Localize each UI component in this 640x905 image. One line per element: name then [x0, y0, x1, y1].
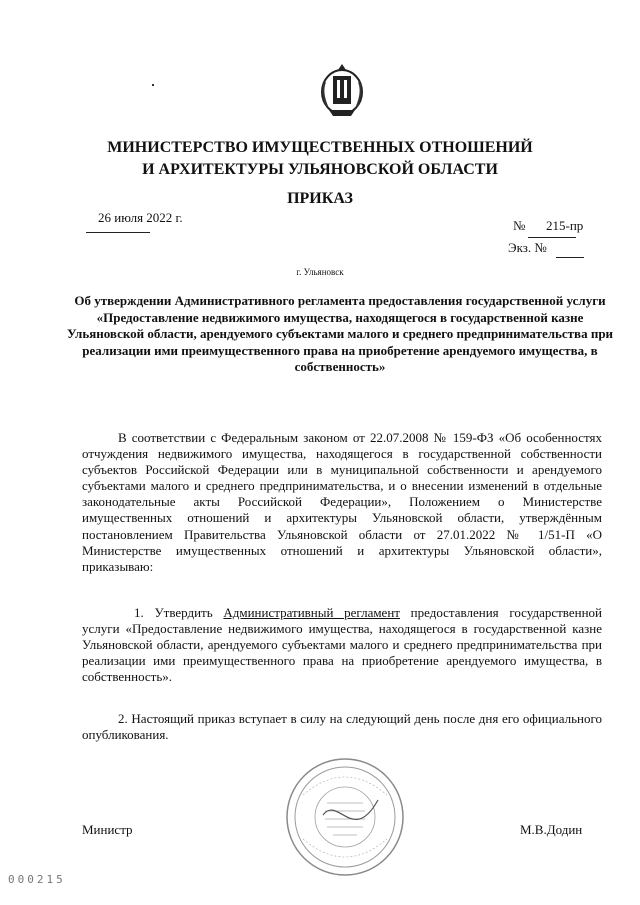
- paragraph-preamble: В соответствии с Федеральным законом от 22.07.2008 № 159-ФЗ «Об особенностях отчуждения недвижимого имущества, находящегося в государственной собственности субъектов Российской Федерации или в муниципальной собственности и арендуемого субъектами малого и среднего предпринимательства, и о внесении изменений в отдельные законодательные акты Российской Федерации», Положением о Министерстве имущественных отношений и архитектуры Ульяновской области, утверждённым постановлением Правительства Ульяновской области от 27.01.2022 № 1/51-П «О Министерстве имущественных отношений и архитектуры Ульяновской области», приказываю:: [82, 430, 602, 574]
- document-type: ПРИКАЗ: [287, 190, 353, 207]
- registry-number: 000215: [8, 873, 66, 886]
- official-stamp: [283, 755, 407, 879]
- city: г. Ульяновск: [296, 267, 344, 277]
- paragraph-item-2: 2. Настоящий приказ вступает в силу на следующий день после дня его официального опубликования.: [82, 711, 602, 743]
- document-number: 215-пр: [546, 218, 584, 233]
- ministry-name-line2: И АРХИТЕКТУРЫ УЛЬЯНОВСКОЙ ОБЛАСТИ: [142, 161, 498, 178]
- scan-speck: [152, 84, 154, 86]
- item-1-text: предоставления государственной услуги «Предоставление недвижимого имущества, находящегося в государственной казне Ульяновской области, арендуемого субъектами малого и среднего предпринимательства при реализации ими преимущественного права на приобретение арендуемого имущества, в собственность».: [82, 605, 603, 685]
- date-underline: [86, 232, 150, 233]
- document-date: 26 июля 2022 г.: [98, 210, 183, 225]
- regulation-link[interactable]: Административный регламент: [223, 605, 400, 620]
- number-label: №: [513, 218, 526, 233]
- number-underline: [528, 237, 576, 238]
- coat-of-arms-icon: [319, 62, 365, 120]
- copy-number-label: Экз. №: [508, 240, 547, 255]
- paragraph-item-1: [82, 605, 602, 685]
- copy-number-underline: [556, 257, 584, 258]
- ministry-name-line1: МИНИСТЕРСТВО ИМУЩЕСТВЕННЫХ ОТНОШЕНИЙ: [107, 139, 533, 156]
- item-1-prefix: 1. Утвердить: [134, 605, 213, 620]
- document-title: Об утверждении Административного регламента предоставления государственной услуги «Предоставление недвижимого имущества, находящегося в государственной казне Ульяновской области, арендуемого субъектами малого и среднего предпринимательства при реализации ими преимущественного права на приобретение арендуемого имущества, в собственность»: [66, 293, 614, 375]
- signatory-position: Министр: [82, 822, 133, 837]
- signatory-name: М.В.Додин: [520, 822, 583, 837]
